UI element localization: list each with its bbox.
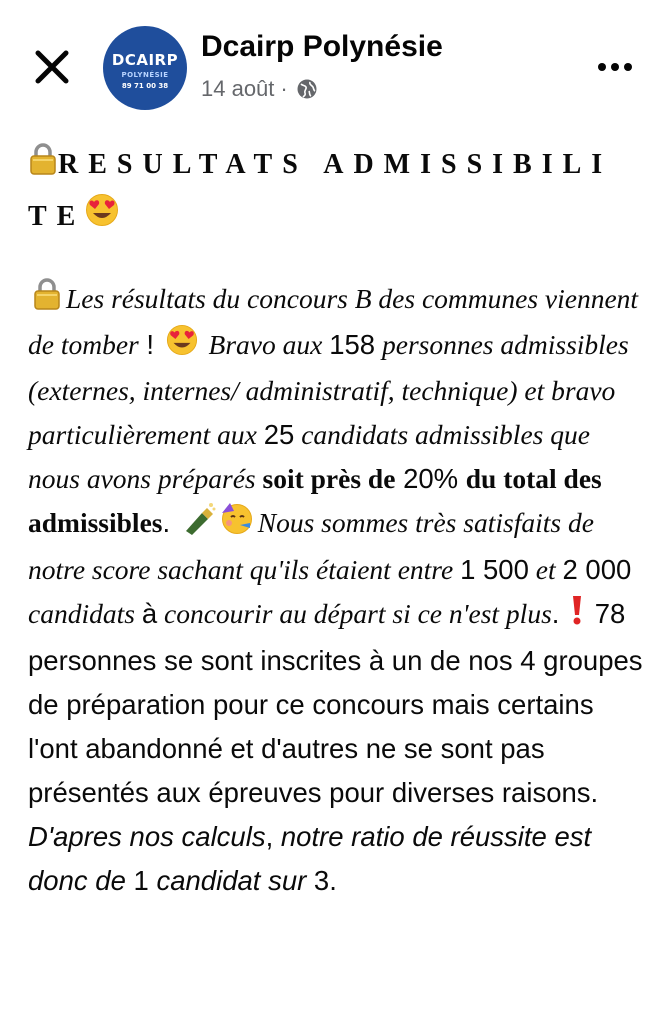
body-number: 20% bbox=[395, 463, 466, 495]
body-number: 1 bbox=[125, 864, 157, 896]
post-date[interactable]: 14 août bbox=[201, 76, 275, 101]
body-text-segment: 78 personnes se sont inscrites à un de nos 4 groupes de préparation pour ce concours mais certains l'ont abandonné et d'autres ne se sont pas présentés aux épreuves pour diverses raisons. bbox=[28, 598, 643, 808]
heart-eyes-emoji bbox=[85, 193, 119, 244]
post-header bbox=[0, 0, 666, 130]
body-text-segment: candidats admissibles que nous avons préparés bbox=[28, 419, 590, 495]
body-text-segment: personnes admissibles (externes, internes/ administratif, technique) et bravo particulièrement aux bbox=[28, 328, 629, 451]
title-text-line2: TE bbox=[28, 200, 86, 232]
close-icon bbox=[30, 45, 74, 89]
heart-eyes-emoji bbox=[166, 324, 198, 369]
page-name[interactable]: Dcairp Polynésie bbox=[201, 30, 443, 63]
body-text-segment: candidats bbox=[28, 598, 142, 630]
post-meta bbox=[201, 76, 318, 102]
avatar-logo-phone: 89 71 00 38 bbox=[121, 82, 169, 90]
title-text-line1: RESULTATS ADMISSIBILI bbox=[58, 149, 613, 180]
avatar-logo-text: DCAIRP bbox=[111, 51, 179, 69]
post-content bbox=[28, 140, 648, 903]
close-button[interactable] bbox=[30, 45, 74, 89]
globe-icon bbox=[296, 78, 318, 100]
body-number: 2 000 bbox=[562, 554, 632, 586]
body-text-segment: Bravo aux bbox=[201, 328, 330, 360]
body-number: 1 500 bbox=[460, 554, 529, 586]
body-text-segment: candidat sur bbox=[156, 864, 307, 896]
body-text-segment: notre ratio de réussite est donc de bbox=[28, 820, 592, 896]
avatar-logo-sub: POLYNÉSIE bbox=[121, 71, 169, 79]
body-text-segment: ! bbox=[138, 328, 162, 360]
more-options-button[interactable] bbox=[590, 52, 640, 82]
party-face-emoji bbox=[220, 501, 254, 548]
lock-icon bbox=[28, 142, 58, 192]
body-text-segment: concourir au départ si ce n'est plus bbox=[157, 598, 552, 630]
body-text-segment: 3. bbox=[306, 864, 337, 896]
body-text-segment: Les résultats du concours B des communes viennent de tomber bbox=[28, 282, 639, 360]
body-text-segment: Nous sommes très satisfaits de notre score sachant qu'ils étaient entre bbox=[28, 507, 594, 586]
champagne-emoji bbox=[182, 501, 216, 548]
body-text-segment: . bbox=[162, 507, 178, 539]
post-title bbox=[28, 140, 648, 244]
body-text-segment: , bbox=[265, 820, 281, 852]
avatar[interactable] bbox=[103, 26, 187, 110]
body-bold-segment: soit près de bbox=[262, 463, 396, 495]
body-text-segment: D'apres nos calculs bbox=[28, 820, 266, 852]
lock-icon bbox=[32, 278, 62, 323]
body-bold-segment: du total des admissibles bbox=[28, 463, 602, 539]
body-text-segment: . bbox=[551, 598, 568, 630]
post-body bbox=[28, 277, 648, 903]
meta-separator: · bbox=[280, 76, 288, 101]
exclamation-emoji bbox=[567, 594, 587, 639]
more-options-icon bbox=[590, 52, 640, 82]
body-number: 158 bbox=[329, 328, 376, 360]
body-number: 25 bbox=[263, 419, 295, 451]
body-text-segment: à bbox=[141, 598, 158, 630]
body-text-segment: et bbox=[528, 554, 563, 586]
